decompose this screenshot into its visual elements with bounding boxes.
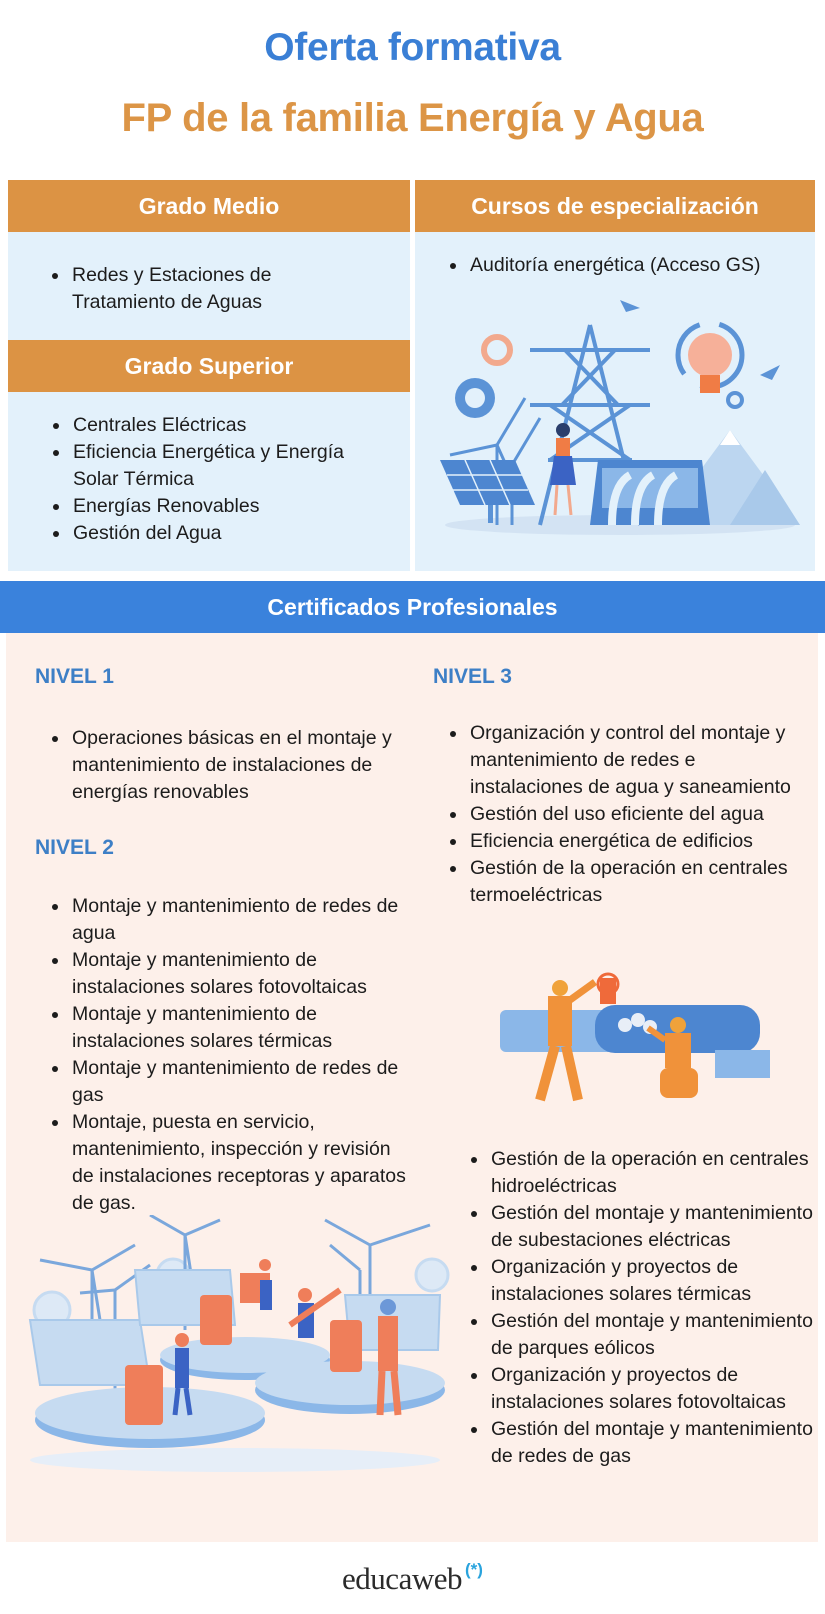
list-item: Eficiencia energética de edificios xyxy=(448,828,803,855)
nivel-2-heading: NIVEL 2 xyxy=(35,836,114,859)
list-item: Gestión del Agua xyxy=(51,520,381,547)
pipeline-workers-illustration xyxy=(500,970,770,1115)
nivel-3-list-a xyxy=(448,720,803,909)
list-item: Centrales Eléctricas xyxy=(51,412,381,439)
list-item: Montaje y mantenimiento de redes de gas xyxy=(50,1055,415,1109)
certificados-heading: Certificados Profesionales xyxy=(0,581,825,633)
grado-medio-list xyxy=(50,262,350,316)
list-item: Gestión de la operación en centrales hidroeléctricas xyxy=(469,1146,814,1200)
page-title: Oferta formativa xyxy=(264,26,561,69)
list-item: Gestión del montaje y mantenimiento de redes de gas xyxy=(469,1416,814,1470)
nivel-3-list-b xyxy=(469,1146,814,1470)
nivel-1-heading: NIVEL 1 xyxy=(35,665,114,688)
grado-superior-heading: Grado Superior xyxy=(8,340,410,392)
logo-text: educaweb xyxy=(342,1561,462,1596)
list-item: Montaje y mantenimiento de instalaciones solares fotovoltaicas xyxy=(50,947,415,1001)
especializacion-heading: Cursos de especialización xyxy=(415,180,815,232)
nivel-3-heading: NIVEL 3 xyxy=(433,665,512,688)
list-item: Montaje y mantenimiento de redes de agua xyxy=(50,893,415,947)
list-item: Montaje y mantenimiento de instalaciones solares térmicas xyxy=(50,1001,415,1055)
page-subtitle: FP de la familia Energía y Agua xyxy=(121,96,704,140)
asterisk-icon: (*) xyxy=(464,1560,483,1579)
list-item: Gestión del montaje y mantenimiento de subestaciones eléctricas xyxy=(469,1200,814,1254)
list-item: Gestión de la operación en centrales termoeléctricas xyxy=(448,855,803,909)
nivel-2-list xyxy=(50,893,415,1217)
list-item: Organización y control del montaje y mantenimiento de redes e instalaciones de agua y saneamiento xyxy=(448,720,803,801)
renewable-energy-workers-illustration xyxy=(20,1215,450,1475)
list-item: Gestión del montaje y mantenimiento de parques eólicos xyxy=(469,1308,814,1362)
list-item: Montaje, puesta en servicio, mantenimiento, inspección y revisión de instalaciones receptoras y aparatos de gas. xyxy=(50,1109,415,1217)
grado-medio-heading: Grado Medio xyxy=(8,180,410,232)
especializacion-list xyxy=(448,252,808,279)
grado-superior-list xyxy=(51,412,381,547)
list-item: Gestión del uso eficiente del agua xyxy=(448,801,803,828)
list-item: Eficiencia Energética y Energía Solar Térmica xyxy=(51,439,381,493)
nivel-1-list xyxy=(50,725,410,806)
list-item: Organización y proyectos de instalaciones solares térmicas xyxy=(469,1254,814,1308)
list-item: Redes y Estaciones de Tratamiento de Aguas xyxy=(50,262,350,316)
energy-tower-illustration xyxy=(440,300,800,540)
list-item: Organización y proyectos de instalaciones solares fotovoltaicas xyxy=(469,1362,814,1416)
list-item: Operaciones básicas en el montaje y mantenimiento de instalaciones de energías renovables xyxy=(50,725,410,806)
list-item: Energías Renovables xyxy=(51,493,381,520)
list-item: Auditoría energética (Acceso GS) xyxy=(448,252,808,279)
educaweb-logo xyxy=(0,1560,825,1597)
